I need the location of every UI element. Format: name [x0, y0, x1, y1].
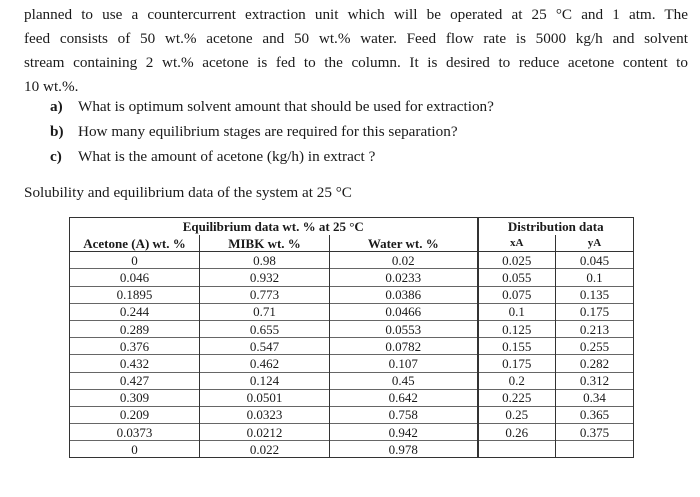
table-caption: Solubility and equilibrium data of the system at 25 °C [24, 184, 352, 201]
cell-acetone: 0.432 [70, 355, 200, 372]
cell-ya: 0.282 [556, 355, 634, 372]
cell-mibk: 0.0501 [200, 389, 330, 406]
question-item [50, 144, 494, 169]
cell-ya [556, 441, 634, 458]
cell-acetone: 0.244 [70, 303, 200, 320]
question-item [50, 119, 494, 144]
table-row [70, 320, 634, 337]
group-header-equilibrium: Equilibrium data wt. % at 25 °C [70, 218, 478, 236]
table-row [70, 441, 634, 458]
cell-ya: 0.34 [556, 389, 634, 406]
cell-acetone: 0.376 [70, 338, 200, 355]
cell-water: 0.978 [330, 441, 478, 458]
equilibrium-table [69, 217, 634, 458]
cell-ya: 0.175 [556, 303, 634, 320]
cell-water: 0.0466 [330, 303, 478, 320]
table-row [70, 303, 634, 320]
problem-line: stream containing 2 wt.% acetone is fed to the column. It is desired to reduce acetone content to [24, 54, 688, 71]
cell-acetone: 0.289 [70, 320, 200, 337]
cell-mibk: 0.71 [200, 303, 330, 320]
table-row [70, 286, 634, 303]
column-header-acetone: Acetone (A) wt. % [70, 235, 200, 252]
cell-water: 0.0782 [330, 338, 478, 355]
cell-ya: 0.365 [556, 406, 634, 423]
cell-mibk: 0.462 [200, 355, 330, 372]
cell-water: 0.642 [330, 389, 478, 406]
group-header-distribution: Distribution data [478, 218, 634, 236]
cell-xa: 0.055 [478, 269, 556, 286]
cell-water: 0.45 [330, 372, 478, 389]
cell-acetone: 0 [70, 252, 200, 269]
cell-ya: 0.312 [556, 372, 634, 389]
cell-ya: 0.045 [556, 252, 634, 269]
table-row [70, 252, 634, 269]
question-list [50, 94, 494, 169]
question-item [50, 94, 494, 119]
cell-ya: 0.1 [556, 269, 634, 286]
problem-line: planned to use a countercurrent extraction unit which will be operated at 25 °C and 1 atm. The [24, 6, 688, 23]
cell-water: 0.02 [330, 252, 478, 269]
cell-water: 0.942 [330, 424, 478, 441]
column-header-mibk: MIBK wt. % [200, 235, 330, 252]
cell-mibk: 0.773 [200, 286, 330, 303]
cell-xa: 0.025 [478, 252, 556, 269]
cell-mibk: 0.0212 [200, 424, 330, 441]
column-header-ya: yA [556, 235, 634, 252]
cell-mibk: 0.022 [200, 441, 330, 458]
question-text: What is optimum solvent amount that should be used for extraction? [78, 98, 494, 115]
cell-ya: 0.135 [556, 286, 634, 303]
cell-ya: 0.213 [556, 320, 634, 337]
cell-water: 0.0386 [330, 286, 478, 303]
cell-mibk: 0.98 [200, 252, 330, 269]
cell-ya: 0.375 [556, 424, 634, 441]
cell-water: 0.758 [330, 406, 478, 423]
cell-acetone: 0.427 [70, 372, 200, 389]
cell-acetone: 0.209 [70, 406, 200, 423]
problem-line: 10 wt.%. [24, 78, 79, 95]
table-row [70, 372, 634, 389]
cell-water: 0.107 [330, 355, 478, 372]
cell-xa: 0.125 [478, 320, 556, 337]
question-letter: b) [50, 123, 64, 140]
cell-xa: 0.1 [478, 303, 556, 320]
cell-mibk: 0.655 [200, 320, 330, 337]
problem-statement [24, 3, 688, 99]
cell-mibk: 0.124 [200, 372, 330, 389]
table-row [70, 338, 634, 355]
table-row [70, 424, 634, 441]
question-letter: c) [50, 148, 62, 165]
table-row [70, 389, 634, 406]
table-row [70, 269, 634, 286]
cell-xa: 0.2 [478, 372, 556, 389]
cell-xa: 0.26 [478, 424, 556, 441]
cell-xa: 0.25 [478, 406, 556, 423]
question-text: What is the amount of acetone (kg/h) in extract ? [78, 148, 376, 165]
question-letter: a) [50, 98, 63, 115]
cell-acetone: 0.1895 [70, 286, 200, 303]
cell-acetone: 0.046 [70, 269, 200, 286]
question-text: How many equilibrium stages are required for this separation? [78, 123, 458, 140]
cell-mibk: 0.0323 [200, 406, 330, 423]
cell-xa: 0.155 [478, 338, 556, 355]
column-header-xa: xA [478, 235, 556, 252]
cell-mibk: 0.932 [200, 269, 330, 286]
table-body [70, 252, 634, 458]
cell-xa: 0.175 [478, 355, 556, 372]
cell-water: 0.0233 [330, 269, 478, 286]
cell-xa [478, 441, 556, 458]
cell-xa: 0.075 [478, 286, 556, 303]
cell-acetone: 0.0373 [70, 424, 200, 441]
column-header-water: Water wt. % [330, 235, 478, 252]
cell-acetone: 0 [70, 441, 200, 458]
table-row [70, 406, 634, 423]
cell-mibk: 0.547 [200, 338, 330, 355]
table-row [70, 355, 634, 372]
problem-line: feed consists of 50 wt.% acetone and 50 wt.% water. Feed flow rate is 5000 kg/h and solvent [24, 30, 688, 47]
cell-acetone: 0.309 [70, 389, 200, 406]
cell-water: 0.0553 [330, 320, 478, 337]
cell-xa: 0.225 [478, 389, 556, 406]
cell-ya: 0.255 [556, 338, 634, 355]
